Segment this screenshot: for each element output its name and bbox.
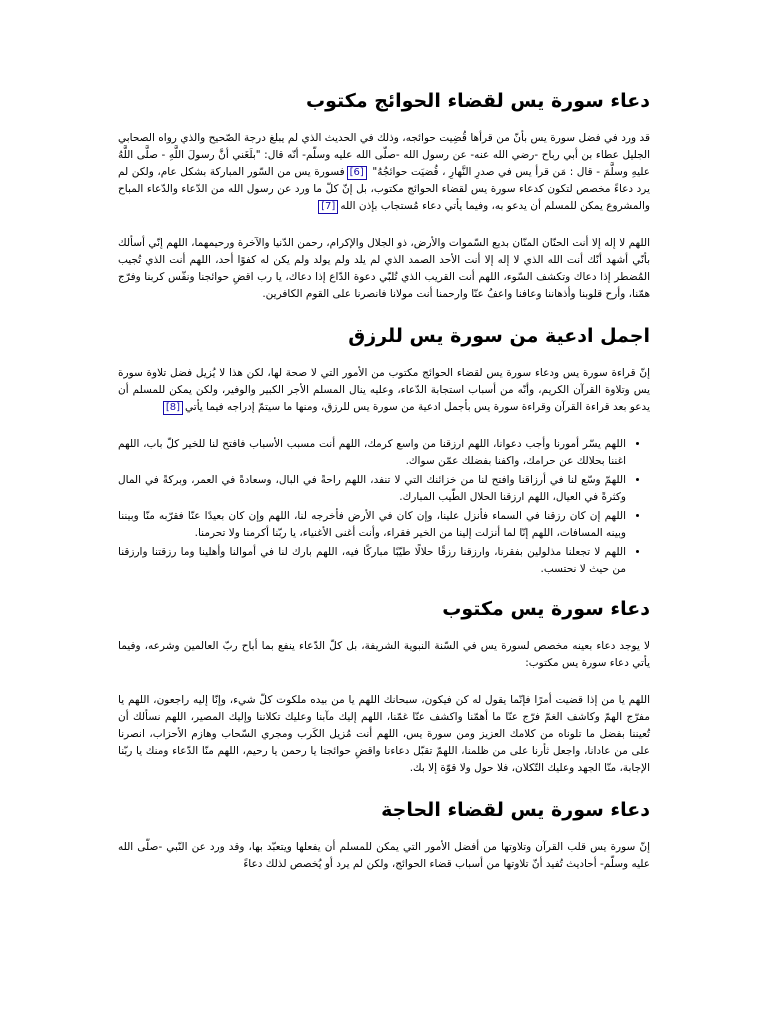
section-paragraph: إنّ سورة يس قلب القرآن وتلاوتها من أفضل الأمور التي يمكن للمسلم أن يفعلها ويتعبّد بها، وقد ورد عن النّبي -صلّى الله عليه وسلّم- أحاديث تُفيد أنّ تلاوتها من أسباب قضاء الحوائج، ولكن لم يرد أو يُخصص لذلك دعاءً [118, 841, 650, 870]
dua-list [118, 436, 650, 578]
dua-paragraph: اللهم لا إله إلا أنت الحنّان المنّان بديع السّموات والأرض، ذو الجلال والإكرام، رحمن الدّنيا والآخرة ورحيمهما، اللهم إنّي أسألك بأنّي أشهد أنّك أنت الله الذي لا إله إلا أنت الأحد الصمد الذي لم يلد ولم يولد ولم يكن له كفوًا أحد، اللهم أنت الذي تُجيب المُضطر إذا دعاك وتكشف السّوء، اللهم أنت القريب الذي تُلبّي دعوة الدّاع إذا دعاك، يا رب اقضِ حوائجنا ونفّس كربنا وفرّج همّنا، وأرح قلوبنا وأذهاننا وعافنا واعفُ عنّا وارحمنا أنت مولانا فانصرنا على القوم الكافرين. [118, 237, 650, 300]
section-paragraph [118, 130, 650, 215]
reference-link[interactable]: [7] [318, 200, 338, 214]
section-title-provision: اجمل ادعية من سورة يس للرزق [348, 325, 650, 347]
list-item: • اللهمّ وسّع لنا في أرزاقنا وافتح لنا من خزائنك التي لا تنفد، اللهم راحةً في البال، وسعادةً في العمر، وبركةً في المال وكثرةً في العيال، اللهم ارزقنا الحلال الطّيب المبارك. [118, 472, 626, 506]
reference-link[interactable]: [6] [347, 166, 367, 180]
dua-paragraph: اللهم يا من إذا قضيت أمرًا فإنّما يقول له كن فيكون، سبحانك اللهم يا من بيده ملكوت كلّ شيء، وإنّا إليه راجعون، اللهم يا مفرّج الهمّ وكاشف الغمّ فرّج عنّا ما أهمّنا واكشف عنّا غمّنا، اللهم إليك مآبنا وعليك تكلاننا وإليك المصير، اللهم نسألك أن تُعيننا بفضل ما تلوناه من كلامك العزيز ومن سورة يس، اللهم أنت مُزيل الكَرب ومجري السّحاب وهازم الأحزاب، انصرنا على من عادانا، واجعل ثأرنا على من ظلمنا، اللهمّ تقبّل دعاءنا واقضِ حوائجنا يا رحمن يا رحيم، اللهم منّا الدّعاء ومنك يا ربّنا الإجابة، منّا الجهد وعليك التّكلان، فلا حول ولا قوّة إلا بك. [118, 694, 650, 774]
reference-link[interactable]: [8] [163, 401, 183, 415]
paragraph-text: إنّ قراءة سورة يس ودعاء سورة يس لقضاء الحوائج مكتوب من الأمور التي لا صحة لها، لكن هذا لا يُزيل فضل تلاوة سورة يس وتلاوة القرآن الكريم، وأنّه من أسباب استجابة الدّعاء، وعليه ينال المسلم الأجر الكبير والوفير، ولكن يمكن للمسلم أن يدعو بعد قراءة القرآن وقراءة سورة يس بأجمل ادعية من سورة يس للرزق، ومنها ما سيتمّ إدراجه فيما يأتي [118, 367, 650, 413]
list-item: • اللهم يسّر أمورنا وأجب دعوانا، اللهم ارزقنا من واسع كرمك، اللهم أنت مسبب الأسباب فافتح لنا للخير كلّ باب، اللهم اغننا بحلالك عن حرامك، واكفنا بفضلك عمّن سواك. [118, 436, 626, 470]
section-title-needs: دعاء سورة يس لقضاء الحوائج مكتوب [306, 90, 650, 112]
paragraph-text: قد ورد في فضل سورة يس بأنّ من قرأها قُضِيت حوائجه، وذلك في الحديث الذي لم يبلغ درجة الصّحيح والذي رواه الصحابي الجليل عطاء بن أبي رباح -رضي الله عنه- عن رسول الله -صلّى الله عليه وسلّم- أنّه قال: "بلَغَني أنَّ رسولَ اللَّهِ - صلَّى اللَّهُ عليهِ وسلَّمَ - قال : مَن قرأ يس في صدرِ النَّهارِ ، قُضيَت حوائجُهُ" [118, 132, 650, 178]
paragraph-text: فسورة يس من السّور المباركة بشكل عام، ولكن لم يرد دعاءً مخصص لتكون كدعاء سورة يس لقضاء الحوائج مكتوب، بل إنّ كلّ ما ورد عن رسول الله من الدّعاء والدّعاء المباح والمشروع يمكن للمسلم أن يدعو به، وفيما يأتي دعاء مُستجاب بإذن الله [118, 166, 650, 212]
section-paragraph: لا يوجد دعاء بعينه مخصص لسورة يس في السّنة النبوية الشريفة، بل كلّ الدّعاء ينفع بما أباح ربّ العالمين وشرعه، وفيما يأتي دعاء سورة يس مكتوب: [118, 640, 650, 669]
list-item: • اللهم لا تجعلنا مذلولين بفقرنا، وارزقنا رزقًا حلالًا طيّبًا مباركًا فيه، اللهم بارك لنا في أموالنا وأهلينا وما رزقتنا وارزقنا من حيث لا نحتسب. [118, 544, 626, 578]
section-title-need: دعاء سورة يس لقضاء الحاجة [381, 799, 650, 821]
section-paragraph [118, 365, 650, 416]
list-item: • اللهم إن كان رزقنا في السماء فأنزل علينا، وإن كان في الأرض فأخرجه لنا، اللهم وإن كان بعيدًا عنّا فقرّبه منّا وبيننا وبينه المسافات، اللهم إنّا لما أنزلت إلينا من الخير فقراء، وأنت أغنى الأغنياء، يا ربّنا أكرمنا ولا تحرمنا. [118, 508, 626, 542]
section-title-written: دعاء سورة يس مكتوب [442, 598, 650, 620]
